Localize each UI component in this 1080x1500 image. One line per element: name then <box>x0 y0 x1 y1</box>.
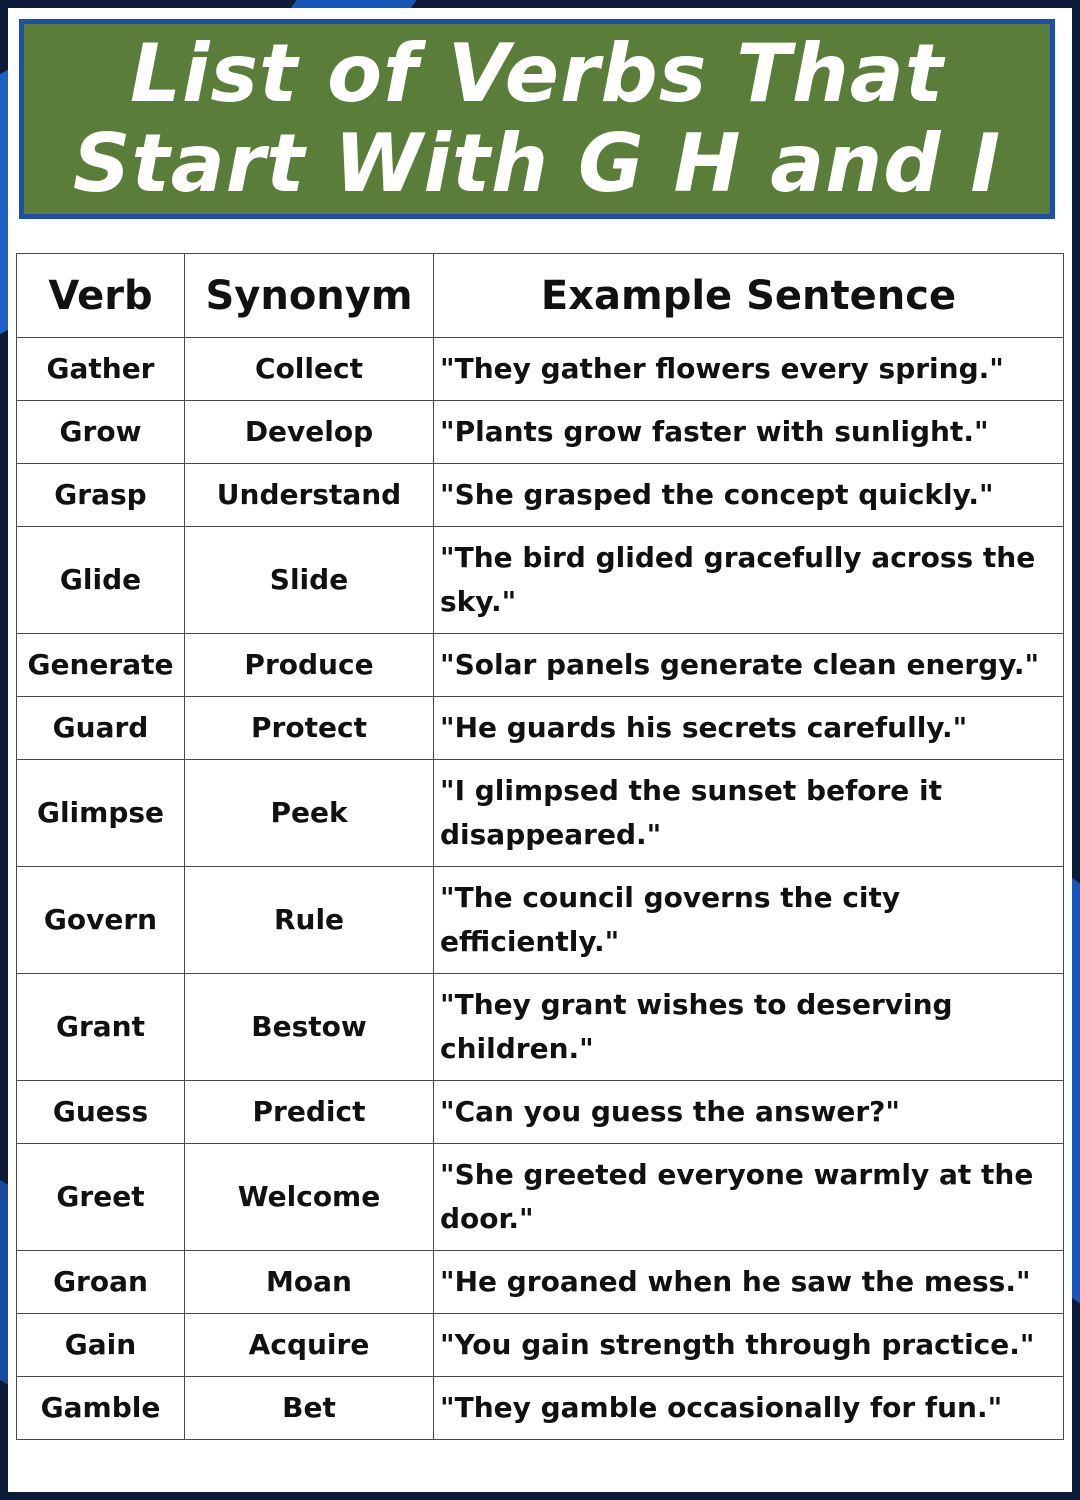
verb-cell: Guess <box>17 1081 185 1144</box>
content-card <box>8 8 1072 1492</box>
verb-cell: Groan <box>17 1251 185 1314</box>
verb-cell: Glide <box>17 527 185 634</box>
table-row <box>17 634 1064 697</box>
verb-cell: Grow <box>17 401 185 464</box>
synonym-cell: Bestow <box>185 974 434 1081</box>
table-row <box>17 1314 1064 1377</box>
example-cell: "They gamble occasionally for fun." <box>434 1377 1064 1440</box>
verb-cell: Greet <box>17 1144 185 1251</box>
synonym-cell: Predict <box>185 1081 434 1144</box>
verb-cell: Generate <box>17 634 185 697</box>
synonym-cell: Welcome <box>185 1144 434 1251</box>
table-row <box>17 338 1064 401</box>
synonym-cell: Moan <box>185 1251 434 1314</box>
synonym-cell: Bet <box>185 1377 434 1440</box>
example-cell: "The council governs the city efficiently." <box>434 867 1064 974</box>
verb-table-container <box>16 253 1063 1440</box>
table-row <box>17 401 1064 464</box>
table-row <box>17 760 1064 867</box>
example-cell: "I glimpsed the sunset before it disappeared." <box>434 760 1064 867</box>
verb-cell: Gather <box>17 338 185 401</box>
synonym-cell: Produce <box>185 634 434 697</box>
table-row <box>17 974 1064 1081</box>
table-row <box>17 464 1064 527</box>
synonym-cell: Understand <box>185 464 434 527</box>
table-row <box>17 1377 1064 1440</box>
header-example-sentence: Example Sentence <box>434 254 1064 338</box>
example-cell: "He guards his secrets carefully." <box>434 697 1064 760</box>
verb-cell: Grant <box>17 974 185 1081</box>
verb-cell: Grasp <box>17 464 185 527</box>
verb-cell: Gamble <box>17 1377 185 1440</box>
example-cell: "The bird glided gracefully across the sky." <box>434 527 1064 634</box>
table-row <box>17 867 1064 974</box>
header-synonym: Synonym <box>185 254 434 338</box>
example-cell: "She grasped the concept quickly." <box>434 464 1064 527</box>
table-row <box>17 527 1064 634</box>
synonym-cell: Peek <box>185 760 434 867</box>
example-cell: "She greeted everyone warmly at the door." <box>434 1144 1064 1251</box>
example-cell: "They gather flowers every spring." <box>434 338 1064 401</box>
table-row <box>17 1251 1064 1314</box>
verb-cell: Guard <box>17 697 185 760</box>
table-row <box>17 697 1064 760</box>
synonym-cell: Protect <box>185 697 434 760</box>
synonym-cell: Slide <box>185 527 434 634</box>
title-banner-inner <box>24 24 1050 214</box>
table-row <box>17 1081 1064 1144</box>
verb-cell: Glimpse <box>17 760 185 867</box>
example-cell: "You gain strength through practice." <box>434 1314 1064 1377</box>
synonym-cell: Develop <box>185 401 434 464</box>
example-cell: "They grant wishes to deserving children." <box>434 974 1064 1081</box>
example-cell: "Can you guess the answer?" <box>434 1081 1064 1144</box>
title-line-1: List of Verbs That <box>129 27 944 120</box>
synonym-cell: Acquire <box>185 1314 434 1377</box>
table-header-row <box>17 254 1064 338</box>
synonym-cell: Collect <box>185 338 434 401</box>
title-banner <box>19 19 1055 219</box>
verb-cell: Gain <box>17 1314 185 1377</box>
synonym-cell: Rule <box>185 867 434 974</box>
example-cell: "Plants grow faster with sunlight." <box>434 401 1064 464</box>
verb-table <box>16 253 1064 1440</box>
table-row <box>17 1144 1064 1251</box>
example-cell: "He groaned when he saw the mess." <box>434 1251 1064 1314</box>
title-line-2: Start With G H and I <box>72 117 1002 210</box>
example-cell: "Solar panels generate clean energy." <box>434 634 1064 697</box>
verb-cell: Govern <box>17 867 185 974</box>
header-verb: Verb <box>17 254 185 338</box>
